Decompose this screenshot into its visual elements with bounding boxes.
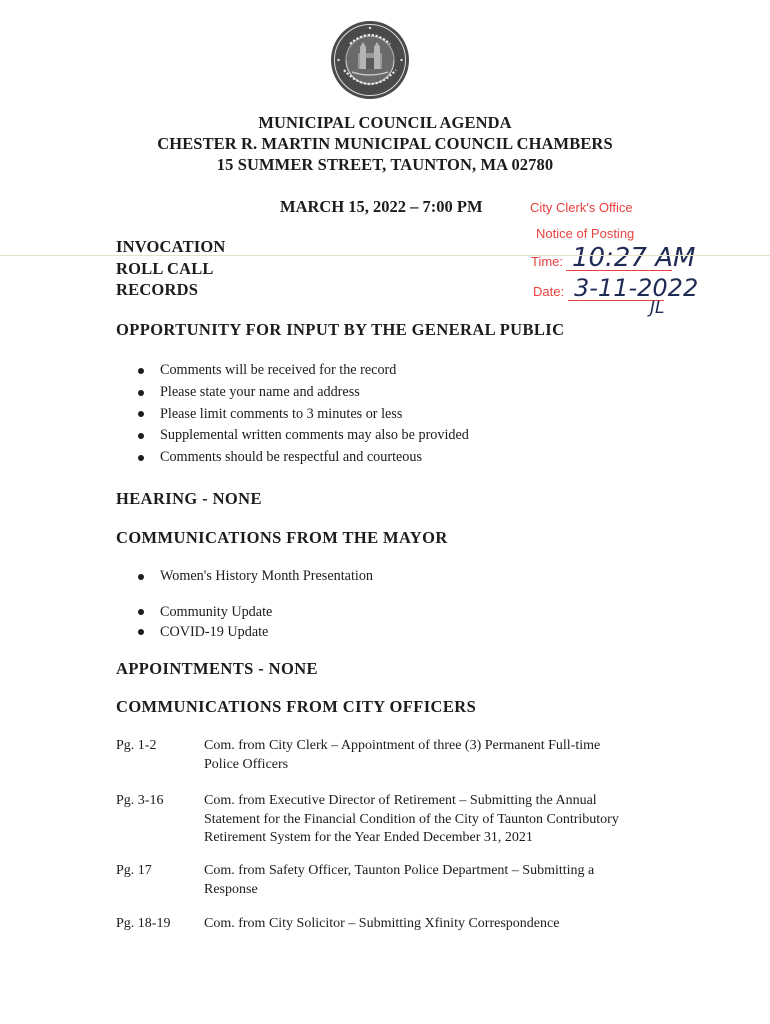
- bullet-icon: [138, 455, 144, 461]
- list-item: [138, 566, 373, 588]
- opening-item-roll-call: ROLL CALL: [116, 258, 214, 278]
- city-officers-heading: COMMUNICATIONS FROM CITY OFFICERS: [116, 697, 477, 716]
- list-item-text: COVID-19 Update: [160, 624, 269, 640]
- stamp-date-label: Date:: [533, 284, 565, 299]
- list-item: [138, 602, 272, 622]
- item-description: [204, 915, 674, 934]
- item-description: [204, 792, 674, 848]
- opening-items: [116, 236, 226, 301]
- item-description: [204, 737, 674, 774]
- bullet-icon: [138, 609, 144, 615]
- mayor-list: [138, 566, 373, 588]
- opening-item-invocation: INVOCATION: [116, 237, 226, 256]
- agenda-item: [116, 862, 676, 899]
- bullet-icon: [138, 574, 144, 580]
- stamp-time-handwritten: 10:27 AM: [572, 243, 696, 273]
- mayor-list-continued: [138, 602, 272, 642]
- agenda-item: [116, 792, 676, 848]
- public-input-list: [138, 360, 469, 469]
- list-item-text: Comments will be received for the record: [160, 362, 397, 378]
- list-item-text: Please state your name and address: [160, 383, 360, 400]
- city-seal-logo: [330, 20, 410, 100]
- list-item-text: Comments should be respectful and courteous: [160, 449, 423, 466]
- bullet-icon: [138, 390, 144, 396]
- list-item-text: Women's History Month Presentation: [160, 568, 374, 584]
- stamp-date-handwritten: 3-11-2022: [574, 274, 699, 302]
- list-item: [138, 360, 469, 382]
- item-text-line: Com. from City Solicitor – Submitting Xfinity Correspondence: [204, 916, 560, 931]
- bullet-icon: [138, 433, 144, 439]
- page-reference: Pg. 18-19: [116, 916, 171, 931]
- item-text-line: Com. from Executive Director of Retirement – Submitting the Annual: [204, 793, 597, 808]
- item-text-line: Statement for the Financial Condition of the City of Taunton Contributory: [204, 811, 619, 827]
- list-item: [138, 622, 272, 642]
- venue-name: CHESTER R. MARTIN MUNICIPAL COUNCIL CHAMBERS: [157, 134, 613, 153]
- item-text-line: Police Officers: [204, 756, 289, 772]
- page-reference: Pg. 3-16: [116, 793, 164, 808]
- list-item: [138, 404, 469, 426]
- bullet-icon: [138, 629, 144, 635]
- opening-item-records: RECORDS: [116, 280, 199, 299]
- bullet-icon: [138, 411, 144, 417]
- agenda-title: MUNICIPAL COUNCIL AGENDA: [258, 113, 512, 132]
- item-description: [204, 862, 674, 899]
- meeting-datetime: MARCH 15, 2022 – 7:00 PM: [280, 197, 483, 216]
- stamp-initials: JL: [650, 298, 665, 318]
- agenda-item: [116, 737, 676, 774]
- stamp-time-label: Time:: [531, 254, 564, 269]
- list-item: [138, 382, 469, 404]
- item-text-line: Retirement System for the Year Ended December 31, 2021: [204, 830, 533, 846]
- item-text-line: Com. from Safety Officer, Taunton Police Department – Submitting a: [204, 863, 595, 878]
- page-reference: Pg. 17: [116, 863, 152, 878]
- bullet-icon: [138, 368, 144, 374]
- page-reference: Pg. 1-2: [116, 738, 157, 753]
- list-item-text: Please limit comments to 3 minutes or less: [160, 405, 403, 422]
- mayor-heading: COMMUNICATIONS FROM THE MAYOR: [116, 528, 448, 547]
- venue-address: 15 SUMMER STREET, TAUNTON, MA 02780: [216, 155, 554, 174]
- list-item: [138, 425, 469, 447]
- item-text-line: Response: [204, 881, 258, 897]
- public-input-heading: OPPORTUNITY FOR INPUT BY THE GENERAL PUBLIC: [116, 320, 565, 339]
- list-item: [138, 447, 469, 469]
- agenda-item: [116, 915, 676, 934]
- appointments-heading: APPOINTMENTS - NONE: [116, 659, 318, 678]
- hearing-heading: HEARING - NONE: [116, 489, 262, 508]
- item-text-line: Com. from City Clerk – Appointment of three (3) Permanent Full-time: [204, 738, 601, 753]
- list-item-text: Community Update: [160, 604, 273, 620]
- list-item-text: Supplemental written comments may also be provided: [160, 427, 469, 444]
- stamp-office: City Clerk's Office: [530, 200, 633, 215]
- stamp-notice: Notice of Posting: [536, 226, 635, 241]
